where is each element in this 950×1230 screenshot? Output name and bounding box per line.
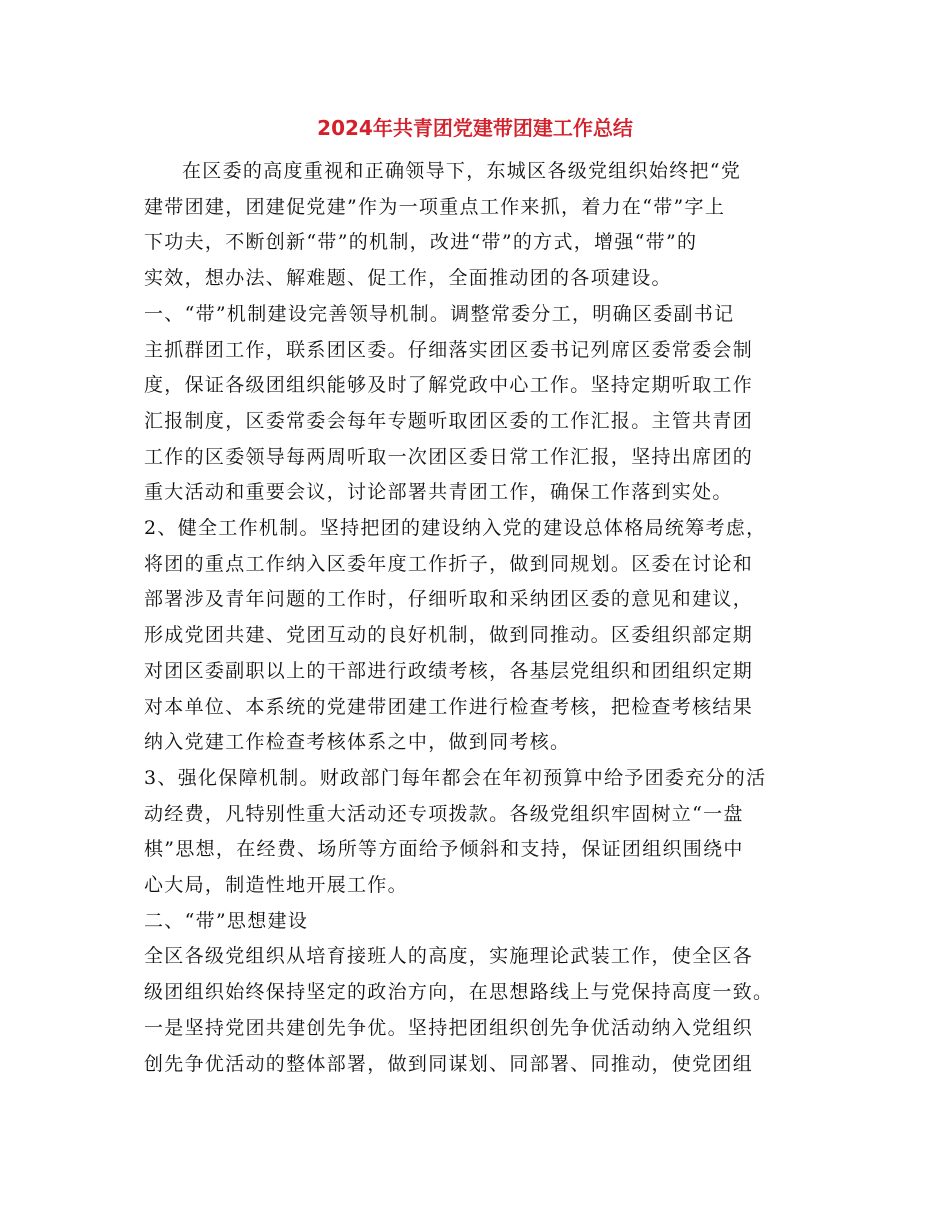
text-line: 主抓群团工作，联系团区委。仔细落实团区委书记列席区委常委会制 [144, 338, 754, 361]
text-line: 级团组织始终保持坚定的政治方向，在思想路线上与党保持高度一致。 [144, 981, 774, 1004]
text-line: 心大局，制造性地开展工作。 [144, 874, 408, 897]
text-line: 实效，想办法、解难题、促工作，全面推动团的各项建设。 [144, 267, 672, 290]
text-line: 部署涉及青年问题的工作时，仔细听取和采纳团区委的意见和建议， [144, 588, 754, 611]
text-line: 形成党团共建、党团互动的良好机制，做到同推动。区委组织部定期 [144, 624, 754, 647]
text-line: 全区各级党组织从培育接班人的高度，实施理论武装工作，使全区各 [144, 945, 754, 968]
document-body [144, 154, 794, 1082]
text-line: 纳入党建工作检查考核体系之中，做到同考核。 [144, 731, 571, 754]
text-line: 二、“带”思想建设 [144, 909, 309, 932]
text-line: 2、健全工作机制。坚持把团的建设纳入党的建设总体格局统筹考虑， [144, 517, 767, 540]
text-line: 度，保证各级团组织能够及时了解党政中心工作。坚持定期听取工作 [144, 374, 754, 397]
text-line: 棋”思想，在经费、场所等方面给予倾斜和支持，保证团组织围绕中 [144, 838, 744, 861]
text-line: 工作的区委领导每两周听取一次团区委日常工作汇报，坚持出席团的 [144, 445, 754, 468]
text-line: 对团区委副职以上的干部进行政绩考核，各基层党组织和团组织定期 [144, 659, 754, 682]
text-line: 动经费，凡特别性重大活动还专项拨款。各级党组织牢固树立“一盘 [144, 802, 744, 825]
text-line: 下功夫，不断创新“带”的机制，改进“带”的方式，增强“带”的 [144, 231, 698, 254]
text-line: 一、“带”机制建设完善领导机制。调整常委分工，明确区委副书记 [144, 302, 735, 325]
text-line: 汇报制度，区委常委会每年专题听取团区委的工作汇报。主管共青团 [144, 409, 754, 432]
text-line: 将团的重点工作纳入区委年度工作折子，做到同规划。区委在讨论和 [144, 552, 754, 575]
text-line: 建带团建，团建促党建”作为一项重点工作来抓，着力在“带”字上 [144, 195, 726, 218]
text-line: 3、强化保障机制。财政部门每年都会在年初预算中给予团委充分的活 [144, 766, 767, 789]
text-line: 一是坚持党团共建创先争优。坚持把团组织创先争优活动纳入党组织 [144, 1016, 754, 1039]
text-line: 对本单位、本系统的党建带团建工作进行检查考核，把检查考核结果 [144, 695, 754, 718]
text-line: 创先争优活动的整体部署，做到同谋划、同部署、同推动，使党团组 [144, 1052, 754, 1075]
text-line: 重大活动和重要会议，讨论部署共青团工作，确保工作落到实处。 [144, 481, 733, 504]
text-line: 在区委的高度重视和正确领导下，东城区各级党组织始终把“党 [182, 160, 742, 182]
document-title: 2024年共青团党建带团建工作总结 [317, 116, 633, 140]
